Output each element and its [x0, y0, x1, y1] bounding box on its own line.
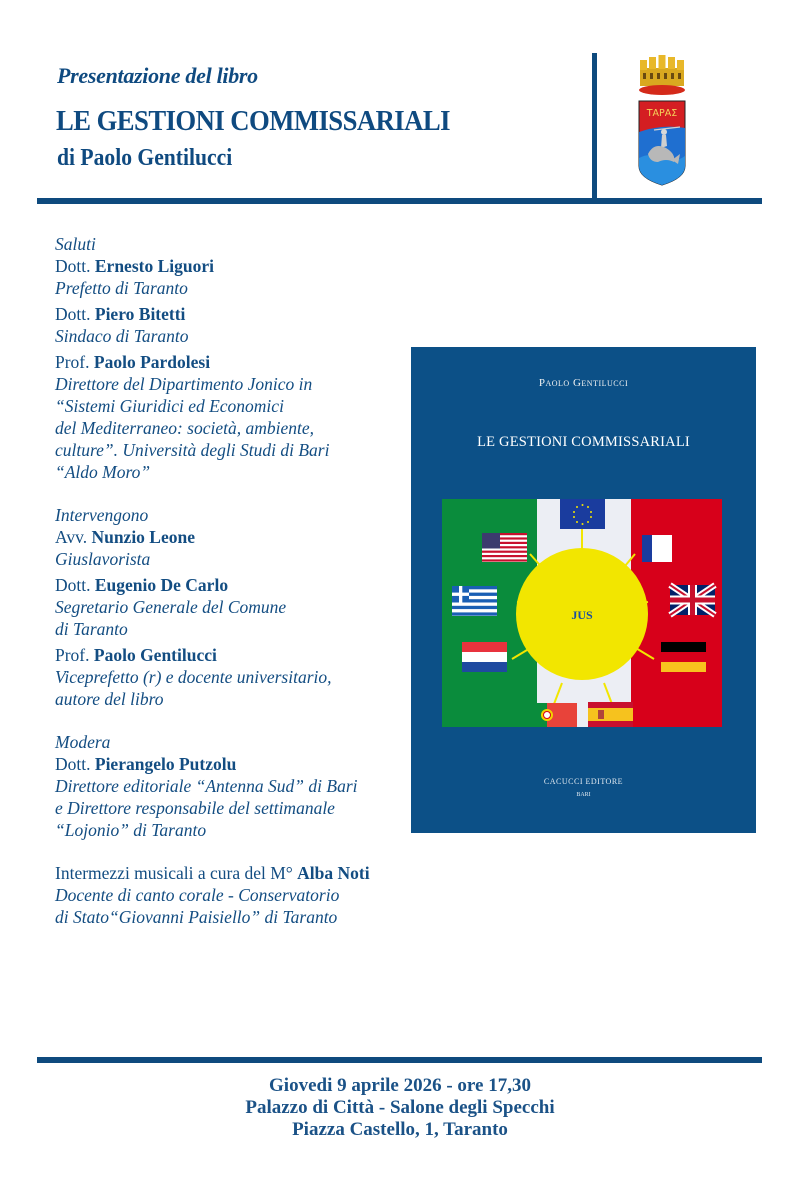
top-divider [37, 198, 762, 204]
speakers-label: Intervengono [55, 505, 149, 525]
speaker-role-line: Segretario Generale del Comune [55, 597, 287, 617]
moderator-entry [55, 753, 435, 841]
speaker-name: Piero Bitetti [94, 304, 186, 324]
flag-eu-icon [560, 499, 605, 529]
speaker-entry [55, 526, 435, 570]
vertical-divider [592, 53, 597, 198]
speaker-title: Avv. [55, 527, 88, 547]
music-prefix: Intermezzi musicali a cura del M° [55, 863, 298, 883]
taranto-crest-icon [636, 54, 688, 186]
speaker-role-line: autore del libro [55, 689, 164, 709]
speaker-role-line: “Sistemi Giuridici ed Economici [55, 396, 284, 416]
musician-role-line: di Stato“Giovanni Paisiello” di Taranto [55, 907, 338, 927]
speaker-name: Paolo Pardolesi [93, 352, 211, 372]
speaker-title: Dott. [55, 256, 91, 276]
event-address: Piazza Castello, 1, Taranto [292, 1119, 508, 1140]
speaker-entry [55, 255, 435, 299]
speaker-title: Dott. [55, 304, 95, 324]
speaker-role: Sindaco di Taranto [55, 326, 189, 346]
flag-portugal-icon [517, 703, 577, 727]
speaker-name: Eugenio De Carlo [94, 575, 229, 595]
musician-name: Alba Noti [297, 863, 370, 883]
publisher-logo: CACUCCI EDITORE [543, 777, 624, 786]
speaker-role: Prefetto di Taranto [55, 278, 188, 298]
speaker-title: Dott. [55, 575, 91, 595]
speaker-role-line: “Lojonio” di Taranto [55, 820, 207, 840]
crown-icon [639, 55, 685, 95]
speaker-role: Giuslavorista [55, 549, 151, 569]
music-entry [55, 862, 435, 928]
flag-greece-icon [452, 586, 497, 616]
book-cover-author: Paolo Gentilucci [538, 377, 629, 389]
speaker-title: Prof. [55, 352, 90, 372]
presentation-label: Presentazione del libro [57, 63, 258, 88]
flag-usa-icon [482, 533, 527, 562]
speaker-role-line: del Mediterraneo: società, ambiente, [55, 418, 315, 438]
speaker-title: Prof. [55, 645, 90, 665]
event-date-time: Giovedi 9 aprile 2026 - ore 17,30 [269, 1075, 531, 1096]
event-details [0, 1075, 800, 1141]
speaker-name: Paolo Gentilucci [93, 645, 217, 665]
book-cover [411, 347, 756, 833]
flag-uk-icon [670, 585, 715, 615]
speaker-entry [55, 351, 435, 483]
book-cover-title: LE GESTIONI COMMISSARIALI [477, 434, 690, 450]
speaker-entry [55, 644, 435, 710]
speaker-role-line: Viceprefetto (r) e docente universitario, [55, 667, 332, 687]
bottom-divider [37, 1057, 762, 1063]
speaker-entry [55, 574, 435, 640]
moderator-label: Modera [55, 732, 111, 752]
speaker-role-line: Direttore editoriale “Antenna Sud” di Bari [55, 776, 358, 796]
speaker-role-line: e Direttore responsabile del settimanale [55, 798, 335, 818]
greetings-label: Saluti [55, 234, 96, 254]
programme [55, 233, 435, 928]
musician-role-line: Docente di canto corale - Conservatorio [55, 885, 340, 905]
speaker-name: Nunzio Leone [91, 527, 196, 547]
book-cover-illustration [442, 499, 722, 727]
flag-spain-icon [588, 702, 633, 727]
speaker-title: Dott. [55, 754, 91, 774]
speaker-role-line: “Aldo Moro” [55, 462, 151, 482]
page-title: LE GESTIONI COMMISSARIALI [56, 105, 450, 137]
center-label: JUS [571, 608, 593, 622]
publisher-city: BARI [576, 792, 591, 798]
flag-netherlands-icon [462, 642, 507, 672]
author-line: di Paolo Gentilucci [57, 145, 233, 171]
flag-france-icon [642, 535, 672, 562]
speaker-name: Pierangelo Putzolu [94, 754, 237, 774]
speaker-role-line: di Taranto [55, 619, 128, 639]
event-venue: Palazzo di Città - Salone degli Specchi [245, 1097, 555, 1118]
speaker-name: Ernesto Liguori [94, 256, 214, 276]
speaker-entry [55, 303, 435, 347]
speaker-role-line: culture”. Università degli Studi di Bari [55, 440, 330, 460]
svg-text:ΤΑΡΑΣ: ΤΑΡΑΣ [646, 108, 678, 119]
speaker-role-line: Direttore del Dipartimento Jonico in [55, 374, 313, 394]
flag-germany-icon [661, 642, 706, 672]
